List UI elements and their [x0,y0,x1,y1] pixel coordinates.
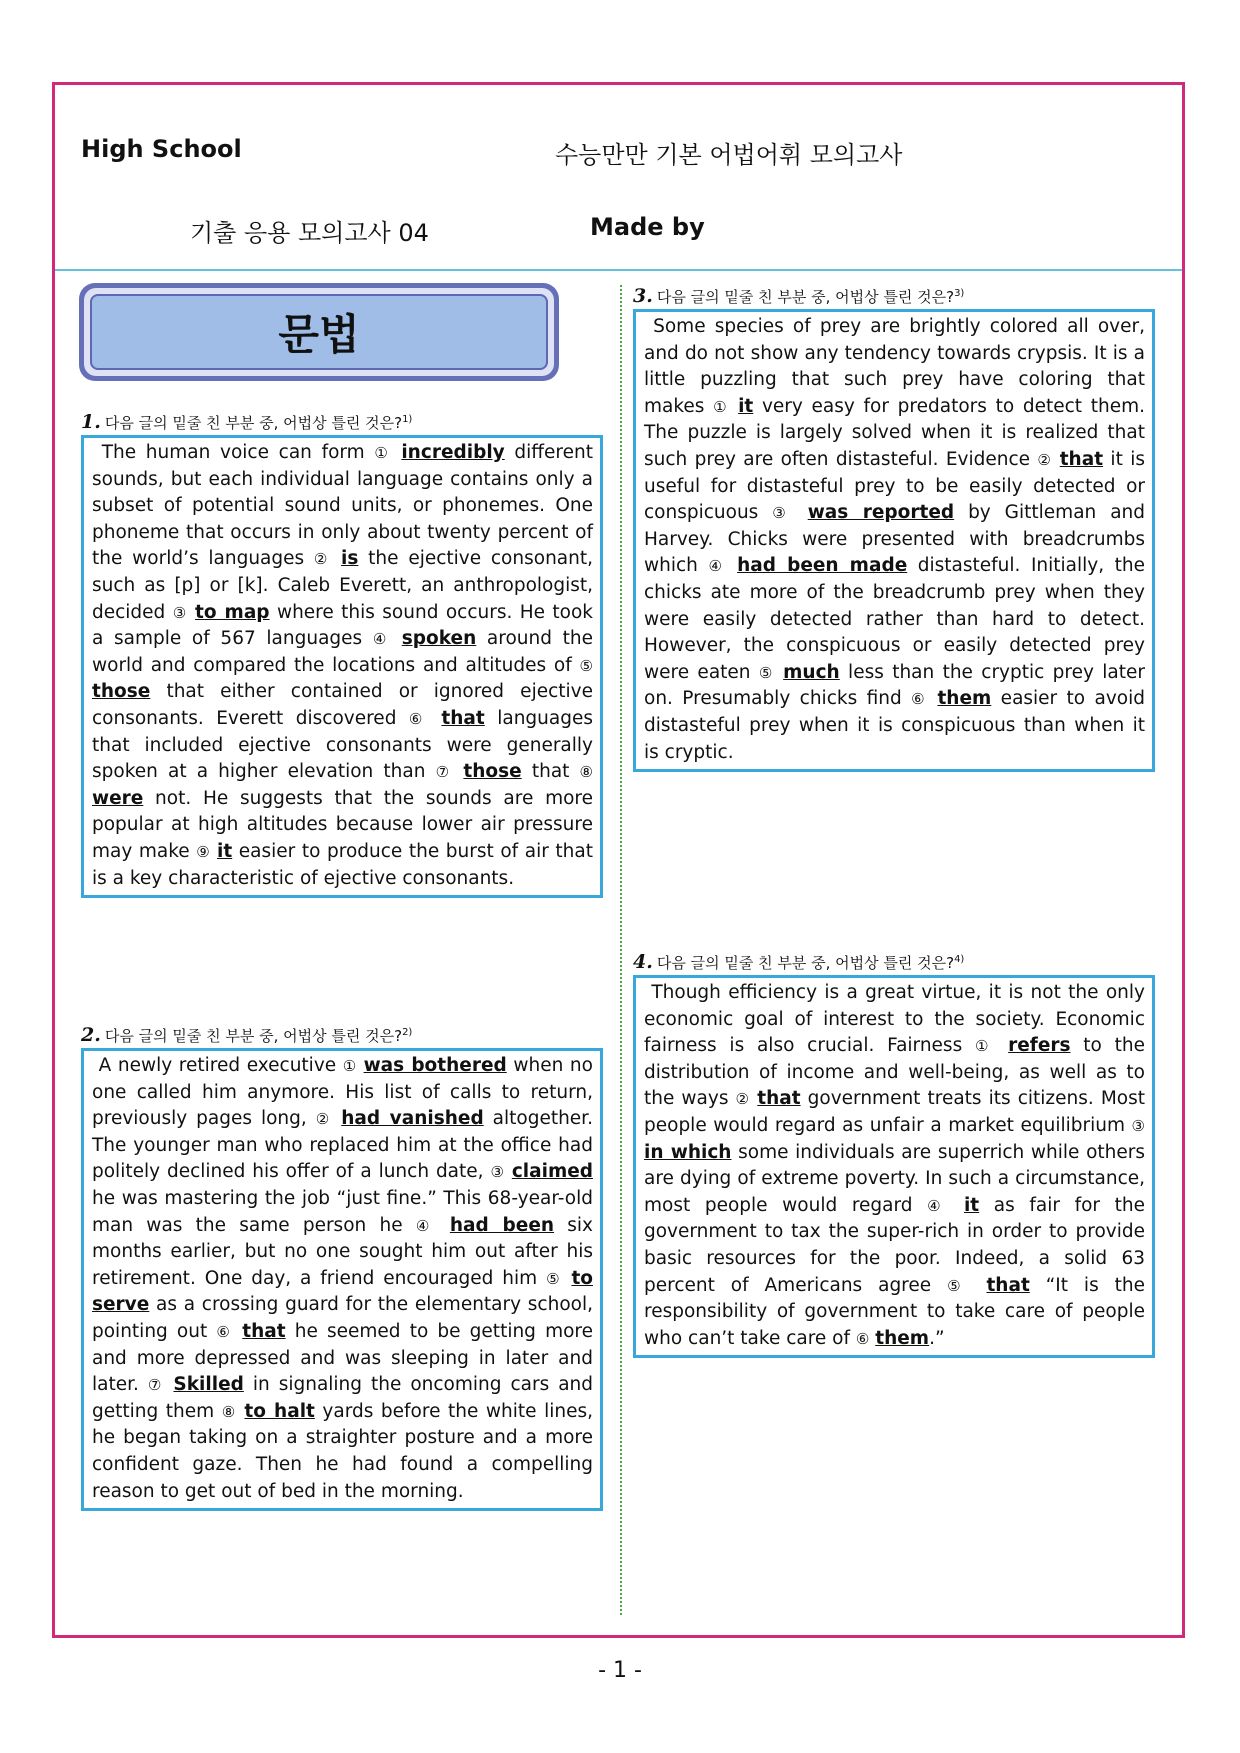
underlined-choice: refers [1008,1035,1071,1057]
choice-marker: ③ [490,1163,505,1182]
question-3 [633,283,1155,772]
choice-marker: ⑤ [758,663,775,682]
passage-text: very easy for predators to detect them. The puzzle is largely solved when it is realized that such prey are often distasteful. Evidence [644,395,1145,470]
passage-text: yards before the white lines, he began taking on a straighter posture and a more confident gaze. Then he had found a compelling reason to get out of bed in the morning. [92,1400,593,1502]
passage-text: easier to produce the burst of air that is a key characteristic of ejective consonants. [92,840,593,889]
choice-marker: ④ [927,1196,950,1215]
underlined-choice: that [441,707,485,729]
passage-text: easier to avoid distasteful prey when it is conspicuous than when it is cryptic. [644,688,1145,763]
underlined-choice: had been [449,1214,555,1236]
question-number: 4. [633,951,653,973]
choice-marker: ② [735,1090,751,1109]
column-divider [620,285,622,1615]
choice-marker: ① [713,397,730,416]
underlined-choice: to serve [92,1267,593,1316]
question-number: 1. [81,411,101,433]
passage-text: some individuals are superrich while others are dying of extreme poverty. In such a circumstance, most people would regard [644,1141,1145,1216]
question-header [633,283,1155,308]
question-header [81,1022,603,1047]
underlined-choice: were [92,787,144,809]
choice-marker: ⑥ [408,709,429,728]
footnote-marker: 2) [402,1027,413,1038]
passage-text: languages that included ejective consonants were generally spoken at a higher elevation than [92,707,593,783]
passage-text: it is useful for distasteful prey to be easily detected or conspicuous [644,448,1145,524]
choice-marker: ③ [772,504,794,523]
question-prompt: 다음 글의 밑줄 친 부분 중, 어법상 틀린 것은? [656,288,955,306]
choice-marker: ⑦ [435,763,454,782]
made-by-label: Made by [590,213,705,241]
passage-text: in signaling the oncoming cars and getting them [92,1374,594,1422]
question-header [81,409,603,434]
underlined-choice: was reported [807,502,955,524]
passage-text: less than the cryptic prey later on. Presumably chicks find [644,661,1145,710]
passage-text: The human voice can form [101,442,375,463]
header [55,85,1182,271]
underlined-choice: that [757,1088,801,1110]
underlined-choice: it [963,1194,980,1216]
passage-text: the ejective consonant, such as [p] or [k]. Caleb Everett, an anthropologist, decided [92,548,593,623]
underlined-choice: had vanished [341,1108,484,1130]
footnote-marker: 1) [402,414,413,425]
footnote-marker: 4) [954,954,965,965]
school-label: High School [81,135,242,163]
passage-text: “It is the responsibility of government to take care of people who can’t take care of [644,1274,1145,1349]
passage-text: different sounds, but each individual language contains only a subset of potential sound units, or phonemes. One phoneme that occurs in only about twenty percent of the world’s languages [92,442,593,570]
underlined-choice: to map [195,601,270,623]
choice-marker: ⑤ [947,1276,971,1295]
underlined-choice: Skilled [173,1374,244,1396]
underlined-choice: much [783,661,840,683]
underlined-choice: spoken [401,628,477,650]
passage-text: not. He suggests that the sounds are more popular at high altitudes because lower air pressure may make [92,787,593,862]
exam-subtitle: 기출 응용 모의고사 04 [190,219,429,247]
underlined-choice: it [738,395,754,417]
choice-marker: ⑥ [216,1322,234,1341]
passage-text: .” [929,1327,945,1349]
question-number: 3. [633,285,653,307]
question-prompt: 다음 글의 밑줄 친 부분 중, 어법상 틀린 것은? [656,954,955,972]
underlined-choice: incredibly [401,442,505,463]
underlined-choice: that [242,1320,286,1342]
passage-box [81,1048,603,1511]
question-number: 2. [81,1024,101,1046]
question-prompt: 다음 글의 밑줄 친 부분 중, 어법상 틀린 것은? [104,414,403,432]
passage-box [633,309,1155,772]
underlined-choice: claimed [511,1161,594,1183]
underlined-choice: those [92,681,151,703]
section-banner [79,283,559,381]
passage-text: to the distribution of income and well-being, as well as to the ways [644,1035,1145,1110]
passage-text: he was mastering the job “just fine.” This 68-year-old man was the same person he [92,1187,593,1236]
underlined-choice: it [217,840,233,862]
passage-text: altogether. The younger man who replaced him at the office had politely declined his offer of a lunch date, [92,1108,593,1183]
underlined-choice: them [937,688,992,710]
page-frame [52,82,1185,1638]
choice-marker: ④ [415,1216,437,1235]
passage-text: around the world and compared the locations and altitudes of [92,628,593,676]
choice-marker: ① [974,1037,996,1056]
underlined-choice: in which [644,1141,732,1163]
page-number: - 1 - [598,1658,642,1683]
underlined-choice: them [875,1327,930,1349]
passage-text: as fair for the government to tax the super-rich in order to provide basic resources for the poor. Indeed, a solid 63 percent of Americans agree [644,1194,1145,1296]
passage-text: Some species of prey are brightly colored all over, and do not show any tendency towards crypsis. It is a little puzzling that such prey have coloring that makes [644,316,1145,417]
underlined-choice: that [986,1274,1030,1296]
passage-box [81,435,603,898]
header-divider [55,269,1182,271]
passage-text: Though efficiency is a great virtue, it is not the only economic goal of interest to the society. Economic fairness is also crucial. Fairness [644,982,1145,1057]
passage-text: distasteful. Initially, the chicks ate more of the breadcrumb prey when they were easily detected rather than hard to detect. However, the conspicuous or easily detected prey were eaten [644,555,1146,683]
passage-text: as a crossing guard for the elementary school, pointing out [92,1294,593,1342]
underlined-choice: had been made [737,555,908,577]
footnote-marker: 3) [954,288,965,299]
question-2 [81,1022,603,1511]
choice-marker: ⑤ [579,656,593,675]
choice-marker: ⑤ [546,1269,563,1288]
section-title: 문법 [90,294,548,370]
passage-text: that either contained or ignored ejective consonants. Everett discovered [92,681,593,729]
choice-marker: ③ [1131,1116,1145,1135]
choice-marker: ⑥ [855,1329,870,1348]
passage-text: A newly retired executive [98,1055,343,1076]
passage-text: where this sound occurs. He took a sample of 567 languages [92,601,594,650]
choice-marker: ⑧ [579,763,593,782]
underlined-choice: that [1059,448,1104,470]
question-header [633,949,1155,974]
underlined-choice: to halt [244,1400,315,1422]
question-1 [81,409,603,898]
exam-title: 수능만만 기본 어법어휘 모의고사 [555,141,903,169]
passage-text: when no one called him anymore. His list of calls to return, previously pages long, [92,1055,593,1130]
passage-box [633,975,1155,1358]
passage-text: six months earlier, but no one sought him out after his retirement. One day, a friend encouraged him [92,1214,593,1289]
choice-marker: ④ [372,630,392,649]
choice-marker: ⑧ [221,1402,237,1421]
choice-marker: ① [342,1057,357,1075]
choice-marker: ⑦ [147,1376,165,1395]
choice-marker: ③ [172,603,188,622]
choice-marker: ② [315,1110,333,1129]
choice-marker: ① [374,444,392,462]
question-4 [633,949,1155,1358]
choice-marker: ④ [708,557,727,576]
passage-text: that [521,761,580,783]
choice-marker: ② [1037,450,1053,469]
choice-marker: ⑥ [911,690,929,709]
passage-text: government treats its citizens. Most people would regard as unfair a market equilibrium [644,1088,1145,1136]
choice-marker: ② [313,550,332,569]
underlined-choice: was bothered [363,1055,507,1076]
choice-marker: ⑨ [196,842,211,861]
underlined-choice: those [463,761,522,783]
passage-text: he seemed to be getting more and more depressed and was sleeping in later and later. [92,1320,593,1396]
underlined-choice: is [341,548,359,570]
passage-text: by Gittleman and Harvey. Chicks were presented with breadcrumbs which [644,502,1145,577]
question-prompt: 다음 글의 밑줄 친 부분 중, 어법상 틀린 것은? [104,1027,403,1045]
